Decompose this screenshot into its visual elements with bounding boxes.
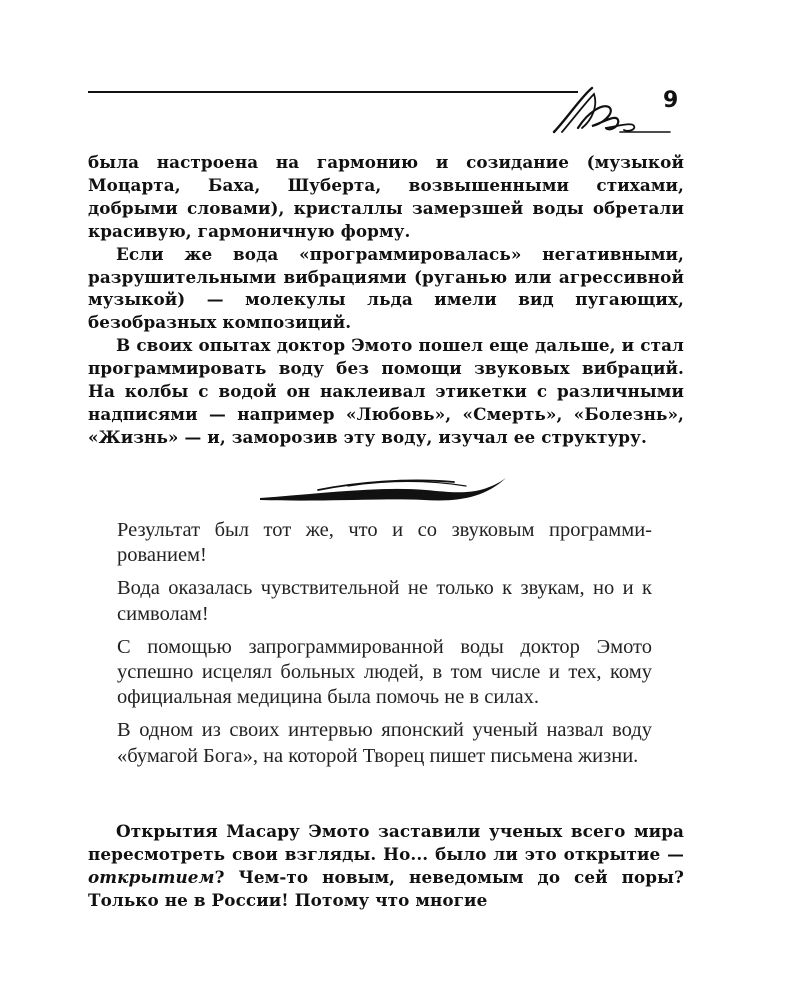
paragraph-4-part-1: Открытия Масару Эмото заставили ученых всего мира пересмотреть свои взгляды. Но... было ли это открытие — — [88, 821, 684, 864]
wave-divider-icon — [258, 476, 510, 508]
inset-paragraph-3: С помощью запрограммированной воды доктор Эмото успешно исцелял больных людей, в том числе и тех, кому официальная медицина была помочь не в силах. — [117, 635, 652, 709]
main-text-top — [88, 151, 684, 449]
inset-paragraph-4: В одном из своих интервью японский ученый назвал воду «бумагой Бога», на которой Творец пишет письмена жизни. — [117, 719, 652, 767]
page-number: 9 — [663, 88, 679, 113]
paragraph-4 — [88, 820, 684, 912]
signature-flourish-icon — [548, 82, 678, 137]
paragraph-1: была настроена на гармонию и созидание (музыкой Моцарта, Баха, Шуберта, возвышенными стихами, добрыми словами), кристаллы замерзшей воды обретали красивую, гармоничную форму. — [88, 152, 684, 241]
paragraph-4-italic: открытием — [88, 866, 215, 887]
header-rule — [88, 91, 578, 93]
paragraph-2: Если же вода «программировалась» негативными, разрушительными вибрациями (руганью или агрессивной музыкой) — молекулы льда имели вид пугающих, безобразных композиций. — [88, 243, 684, 333]
inset-paragraph-1: Результат был тот же, что и со звуковым программированием! — [117, 519, 652, 567]
main-text-bottom — [88, 820, 684, 912]
paragraph-3: В своих опытах доктор Эмото пошел еще дальше, и стал программировать воду без помощи звуковых вибраций. На колбы с водой он наклеивал этикетки с различными надписями — например «Любовь», «Смерть», «Болезнь», «Жизнь» — и, заморозив эту воду, изучал ее структуру. — [88, 335, 684, 447]
highlight-block — [117, 518, 652, 777]
paragraph-4-part-2: ? Чем-то новым, неведомым до сей поры? Только не в России! Потому что многие — [88, 866, 684, 910]
inset-paragraph-2: Вода оказалась чувствительной не только к звукам, но и к символам! — [117, 577, 652, 625]
